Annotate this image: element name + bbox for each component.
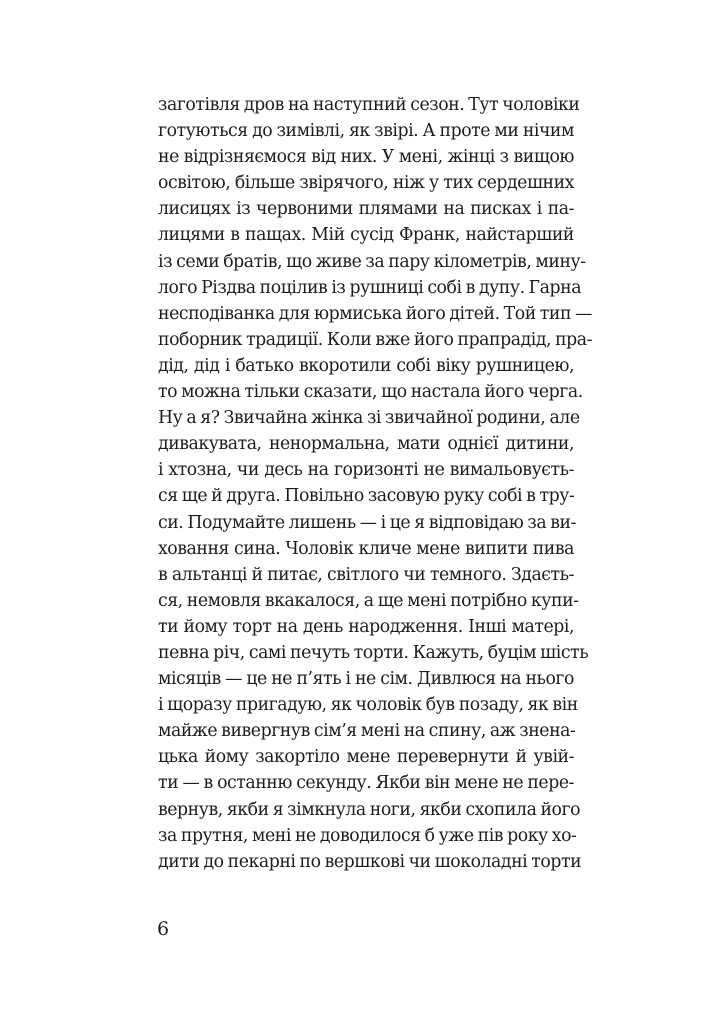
- text-line: ся ще й друга. Повільно засовую руку собі в тру-: [158, 486, 575, 507]
- text-line: готуються до зимівлі, як звірі. А проте ми нічим: [158, 121, 574, 142]
- text-line: вернув, якби я зімкнула ноги, якби схопила його: [158, 799, 581, 820]
- body-text: [158, 92, 593, 875]
- text-line: ти — в останню секунду. Якби він мене не пере-: [158, 773, 574, 794]
- text-line: Ну а я? Звичайна жінка зі звичайної родини, але: [158, 408, 580, 429]
- text-line: і хтозна, чи десь на горизонті не вимальовуєть-: [158, 460, 574, 481]
- text-line: в альтанці й питає, світлого чи темного. Здаєть-: [158, 564, 574, 585]
- text-line: дити до пекарні по вершкові чи шоколадні торти: [158, 851, 582, 872]
- text-line: ти йому торт на день народження. Інші матері,: [158, 616, 574, 637]
- text-line: певна річ, самі печуть торти. Кажуть, буцім шість: [158, 642, 589, 663]
- text-line: ся, немовля вкакалося, а ще мені потрібно купи-: [158, 590, 579, 611]
- text-line: лого Різдва поцілив із рушниці собі в дупу. Гарна: [158, 277, 582, 298]
- text-line: ховання сина. Чоловік кличе мене випити пива: [158, 538, 574, 559]
- text-line: дивакувата, ненормальна, мати однієї дитини,: [158, 434, 574, 455]
- text-line: несподіванка для юрмиська його дітей. Той тип —: [158, 303, 592, 324]
- text-line: освітою, більше звірячого, ніж у тих сердешних: [158, 173, 574, 194]
- text-line: лицями в пащах. Мій сусід Франк, найстарший: [158, 225, 574, 246]
- text-line: не відрізняємося від них. У мені, жінці з вищою: [158, 147, 574, 168]
- text-line: то можна тільки сказати, що настала його черга.: [158, 382, 583, 403]
- text-line: заготівля дров на наступний сезон. Тут чоловіки: [158, 95, 580, 115]
- text-line: лисицях із червоними плямами на писках і па-: [158, 199, 574, 220]
- text-line: місяців — це не п’ять і не сім. Дивлюся на нього: [158, 669, 574, 690]
- text-line: си. Подумайте лишень — і це я відповідаю за ви-: [158, 512, 576, 533]
- text-line: майже вивергнув сім’я мені на спину, аж знена-: [158, 721, 576, 742]
- text-line: за прутня, мені не доводилося б уже пів року хо-: [158, 825, 577, 846]
- text-line: цька йому закортіло мене перевернути й увій-: [158, 747, 574, 768]
- text-line: поборник традиції. Коли вже його прапрадід, пра-: [158, 329, 593, 350]
- text-line: із семи братів, що живе за пару кілометрів, мину-: [158, 251, 586, 272]
- page-number: 6: [157, 918, 170, 940]
- text-line: і щоразу пригадую, як чоловік був позаду, як він: [158, 695, 578, 716]
- text-line: дід, дід і батько вкоротили собі віку рушницею,: [158, 355, 574, 376]
